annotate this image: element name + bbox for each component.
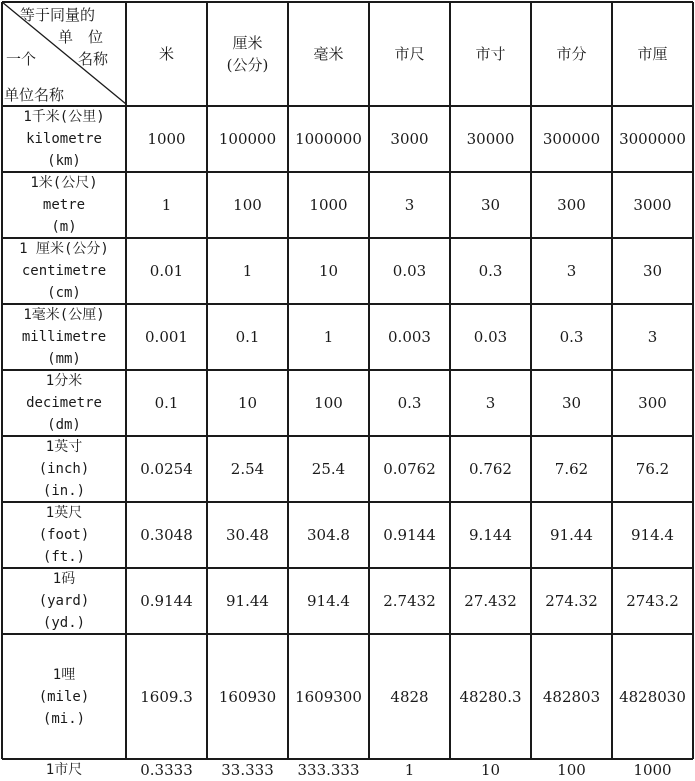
row-header-line: metre: [42, 197, 86, 213]
value-cell: 76.2: [635, 460, 670, 478]
value-cell: 91.44: [226, 592, 269, 610]
value-cell: 100: [557, 761, 586, 779]
value-cell: 300000: [542, 130, 601, 148]
row-header-line: 1英尺: [45, 505, 83, 521]
row-header-line: 1码: [52, 571, 76, 587]
column-header-line: 厘米: [232, 34, 263, 52]
value-cell: 1: [404, 761, 415, 779]
row-header: [2, 370, 126, 436]
column-header-line: 毫米: [313, 45, 344, 63]
value-cell: 30: [480, 196, 501, 214]
value-cell: 2.7432: [383, 592, 436, 610]
value-cell: 1: [161, 196, 172, 214]
row-header-line: (yard): [38, 593, 90, 609]
value-cell: 1609.3: [140, 687, 193, 706]
value-cell: 0.3: [559, 328, 584, 346]
column-header-line: 市尺: [394, 45, 425, 63]
value-cell: 0.3048: [140, 526, 193, 544]
value-cell: 4828030: [619, 687, 686, 706]
value-cell: 914.4: [631, 526, 674, 544]
value-cell: 333.333: [297, 761, 360, 779]
value-cell: 33.333: [221, 761, 274, 779]
row-header-line: (dm): [47, 417, 81, 433]
value-cell: 300: [557, 196, 586, 214]
row-header-line: (m): [51, 219, 77, 235]
value-cell: 2743.2: [626, 592, 679, 610]
value-cell: 30: [561, 394, 582, 412]
value-cell: 0.01: [149, 262, 184, 280]
corner-label-top-1: 等于同量的: [20, 6, 96, 24]
column-header-line: 市分: [556, 45, 587, 63]
row-header-line: kilometre: [26, 131, 102, 147]
value-cell: 30000: [466, 130, 515, 148]
row-header-line: 1市尺: [45, 762, 83, 778]
value-cell: 1000000: [295, 130, 362, 148]
column-header: [369, 2, 450, 106]
value-cell: 3000000: [619, 130, 686, 148]
value-cell: 0.3: [478, 262, 503, 280]
value-cell: 1000: [633, 761, 672, 779]
column-header-line: 米: [158, 45, 174, 63]
row-header: [2, 502, 126, 568]
column-header-line: (公分): [226, 56, 269, 74]
row-header: [2, 634, 126, 759]
value-cell: 91.44: [550, 526, 593, 544]
value-cell: 1: [242, 262, 253, 280]
value-cell: 27.432: [464, 592, 517, 610]
value-cell: 3: [404, 196, 415, 214]
row-header-line: 1分米: [45, 373, 83, 389]
value-cell: 300: [638, 394, 667, 412]
corner-label-bottom: 单位名称: [4, 86, 65, 104]
row-header-line: 1米(公尺): [30, 175, 98, 191]
row-header: [2, 568, 126, 634]
column-header: [288, 2, 369, 106]
row-header-line: 1 厘米(公分): [19, 241, 109, 257]
column-header: [126, 2, 207, 106]
row-header: [2, 172, 126, 238]
column-header-line: 市厘: [637, 45, 668, 63]
value-cell: 3000: [390, 130, 429, 148]
value-cell: 1: [323, 328, 334, 346]
row-header-line: 1英寸: [45, 439, 83, 455]
value-cell: 100: [233, 196, 262, 214]
value-cell: 0.03: [473, 328, 508, 346]
value-cell: 914.4: [307, 592, 350, 610]
row-header-line: 1哩: [52, 666, 76, 683]
value-cell: 482803: [542, 687, 601, 706]
value-cell: 0.9144: [383, 526, 436, 544]
row-header-line: (mile): [38, 688, 90, 705]
row-header-line: 1千米(公里): [23, 109, 105, 125]
value-cell: 9.144: [469, 526, 512, 544]
row-header-line: (ft.): [42, 549, 86, 565]
row-header-line: (km): [47, 153, 81, 169]
value-cell: 0.9144: [140, 592, 193, 610]
value-cell: 0.3: [397, 394, 422, 412]
row-header-line: (yd.): [42, 615, 86, 631]
row-header: [2, 436, 126, 502]
value-cell: 0.003: [388, 328, 431, 346]
value-cell: 100: [314, 394, 343, 412]
row-header-line: (mm): [47, 351, 81, 367]
row-header-line: (cm): [47, 285, 81, 301]
value-cell: 0.3333: [140, 761, 193, 779]
column-header-line: 市寸: [475, 45, 506, 63]
value-cell: 30.48: [226, 526, 269, 544]
value-cell: 3: [566, 262, 577, 280]
value-cell: 30: [642, 262, 663, 280]
value-cell: 1609300: [295, 687, 362, 706]
column-header: [531, 2, 612, 106]
row-header-line: (mi.): [42, 710, 86, 727]
row-header-line: 1毫米(公厘): [23, 307, 105, 323]
value-cell: 2.54: [230, 460, 265, 478]
value-cell: 100000: [218, 130, 277, 148]
row-header-line: (inch): [38, 461, 90, 477]
row-header-line: decimetre: [26, 395, 102, 411]
value-cell: 0.762: [469, 460, 512, 478]
column-header: [450, 2, 531, 106]
value-cell: 3: [647, 328, 658, 346]
value-cell: 0.03: [392, 262, 427, 280]
value-cell: 3: [485, 394, 496, 412]
value-cell: 0.001: [145, 328, 188, 346]
value-cell: 274.32: [545, 592, 598, 610]
column-header: [207, 2, 288, 106]
corner-label-middle-right: 名称: [78, 50, 109, 68]
value-cell: 0.1: [235, 328, 260, 346]
corner-label-top-2: 单 位: [58, 28, 104, 46]
value-cell: 304.8: [307, 526, 350, 544]
value-cell: 48280.3: [459, 687, 522, 706]
value-cell: 0.1: [154, 394, 179, 412]
corner-label-middle-left: 一个: [6, 50, 37, 68]
row-header: [2, 238, 126, 304]
value-cell: 4828: [390, 687, 429, 706]
value-cell: 1000: [147, 130, 186, 148]
value-cell: 25.4: [311, 460, 346, 478]
column-header: [612, 2, 693, 106]
value-cell: 3000: [633, 196, 672, 214]
value-cell: 160930: [218, 687, 277, 706]
row-header-line: centimetre: [21, 263, 107, 279]
value-cell: 1000: [309, 196, 348, 214]
value-cell: 10: [318, 262, 339, 280]
row-header: [2, 106, 126, 172]
row-header-line: (foot): [38, 527, 90, 543]
value-cell: 0.0254: [140, 460, 193, 478]
value-cell: 0.0762: [383, 460, 436, 478]
value-cell: 7.62: [554, 460, 589, 478]
row-header: [2, 759, 126, 781]
row-header-line: (in.): [42, 483, 86, 499]
value-cell: 10: [480, 761, 501, 779]
value-cell: 10: [237, 394, 258, 412]
row-header: [2, 304, 126, 370]
row-header-line: millimetre: [21, 329, 107, 345]
